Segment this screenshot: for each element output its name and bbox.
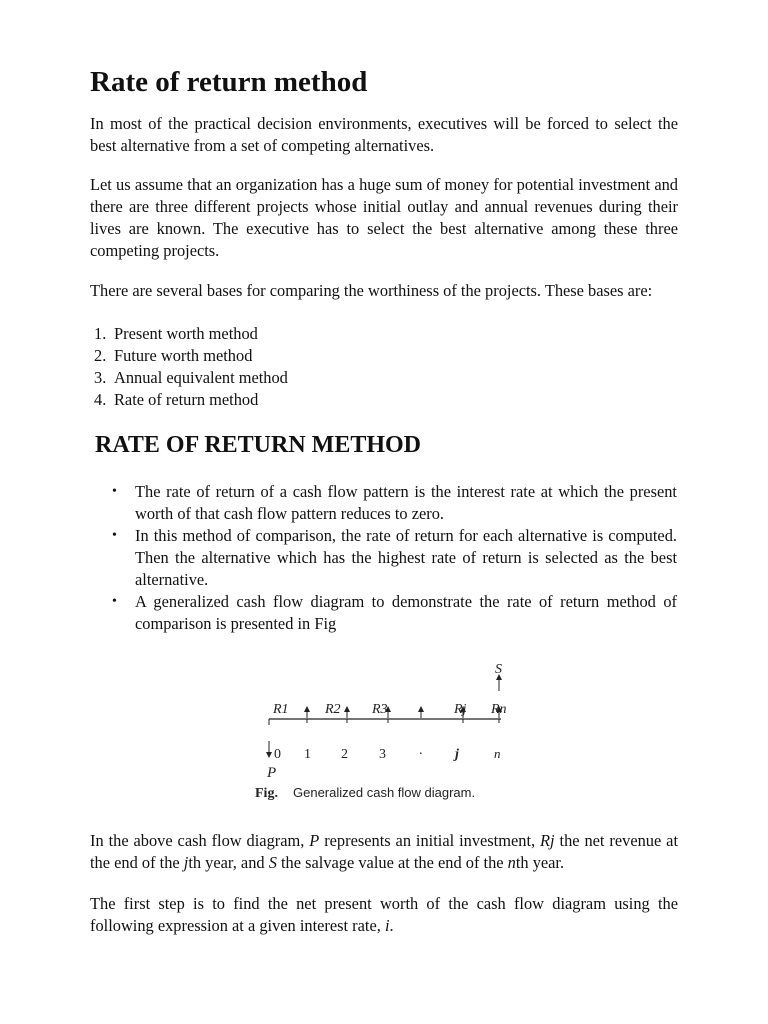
symbol-s: S (268, 853, 277, 872)
list-number: 3. (94, 368, 107, 387)
list-number: 2. (94, 346, 107, 365)
first-step-paragraph (90, 893, 678, 937)
list-item (94, 389, 288, 411)
text-run: the net revenue at the end of the (90, 831, 679, 872)
methods-list (94, 323, 288, 411)
figure-caption: Generalized cash flow diagram. (293, 785, 476, 800)
symbol-rj: Rj (540, 831, 555, 850)
revenue-label: Rn (491, 702, 507, 717)
symbol-j: j (183, 853, 189, 872)
axis-label: 1 (304, 747, 311, 762)
list-item-label: Present worth method (114, 324, 258, 343)
explanation-paragraph (90, 830, 678, 874)
revenue-label: R2 (325, 702, 341, 717)
bullet-text: In this method of comparison, the rate of return for each alternative is computed. Then the alternative which has the highest rate of return is selected as the best alternative. (135, 526, 677, 589)
section-heading: RATE OF RETURN METHOD (95, 432, 422, 458)
list-item (94, 367, 288, 389)
intro-paragraph: In most of the practical decision environments, executives will be forced to select the best alternative from a set of competing alternatives. (90, 114, 678, 155)
axis-label: j (455, 747, 459, 762)
text-run: represents an initial investment, (319, 831, 541, 850)
symbol-i: i (384, 916, 390, 935)
list-item (94, 345, 288, 367)
salvage-label: S (495, 662, 502, 677)
cash-flow-diagram (245, 655, 535, 810)
list-item-label: Rate of return method (114, 390, 259, 409)
bullet-item (110, 591, 677, 635)
revenue-label: Rj (454, 702, 467, 717)
list-number: 4. (94, 390, 107, 409)
assumption-paragraph: Let us assume that an organization has a huge sum of money for potential investment and there are three different projects whose initial outlay and annual revenues during their lives are known. The executive has to select the best alternative among these three competing projects. (90, 175, 678, 260)
axis-label: 2 (341, 747, 348, 762)
text-run: the salvage value at the end of the (276, 853, 508, 872)
bullet-item (110, 481, 677, 525)
page-title: Rate of return method (90, 66, 368, 98)
bullet-list (110, 481, 677, 635)
bullet-icon: • (112, 484, 117, 499)
revenue-label: R1 (273, 702, 289, 717)
axis-label: 0 (274, 747, 281, 762)
revenue-label: R3 (372, 702, 388, 717)
investment-label: P (267, 765, 277, 781)
text-run: In the above cash flow diagram, (90, 831, 310, 850)
text-run: th year. (515, 853, 565, 872)
text-run: . (389, 916, 394, 935)
list-item-label: Future worth method (114, 346, 253, 365)
axis-label: . (419, 743, 423, 758)
bases-intro-paragraph: There are several bases for comparing the worthiness of the projects. These bases are: (90, 281, 653, 300)
bullet-item (110, 525, 677, 591)
bullet-icon: • (112, 594, 117, 609)
list-number: 1. (94, 324, 107, 343)
symbol-n: n (507, 853, 516, 872)
figure-caption-prefix: Fig. (255, 786, 278, 801)
text-run: The first step is to find the net present worth of the cash flow diagram using the following expression at a given interest rate, (90, 894, 678, 935)
bullet-text: The rate of return of a cash flow pattern is the interest rate at which the present worth of that cash flow pattern reduces to zero. (135, 482, 677, 523)
list-item-label: Annual equivalent method (114, 368, 288, 387)
axis-label: n (494, 746, 501, 761)
axis-label: 3 (379, 747, 386, 762)
bullet-text: A generalized cash flow diagram to demonstrate the rate of return method of comparison is presented in Fig (135, 592, 677, 633)
bullet-icon: • (112, 528, 117, 543)
cash-flow-figure (245, 655, 535, 810)
list-item (94, 323, 288, 345)
symbol-p: P (309, 831, 320, 850)
text-run: th year, and (188, 853, 269, 872)
